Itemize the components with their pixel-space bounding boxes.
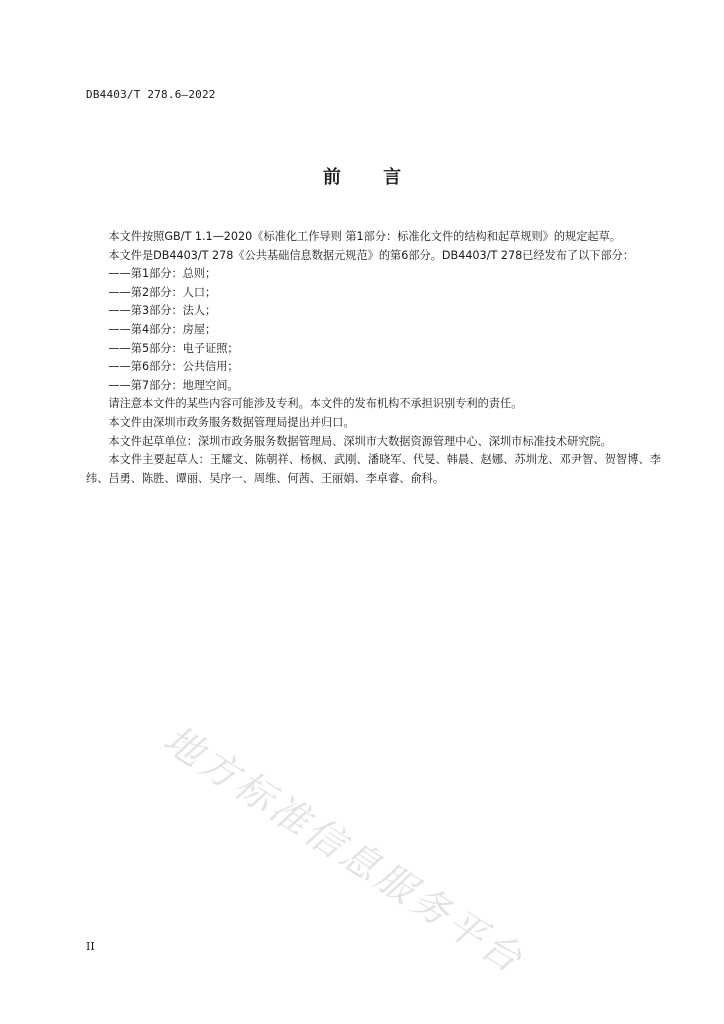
list-item: ——第6部分：公共信用； (108, 360, 239, 374)
list-item: ——第3部分：法人； (108, 304, 217, 318)
list-item: ——第2部分：人口； (108, 285, 217, 299)
paragraph-patent-notice: 请注意本文件的某些内容可能涉及专利。本文件的发布机构不承担识别专利的责任。 (108, 397, 523, 411)
paragraph-drafting-rules: 本文件按照GB/T 1.1—2020《标准化工作导则 第1部分：标准化文件的结构和起草规则》的规定起草。 (108, 230, 621, 243)
list-item: ——第7部分：地理空间。 (108, 378, 239, 392)
page-number: II (86, 940, 95, 953)
parts-list (86, 265, 661, 395)
list-item: ——第5部分：电子证照； (108, 341, 239, 355)
list-item: ——第4部分：房屋； (108, 322, 217, 336)
paragraph-drafters: 本文件主要起草人：王耀文、陈朝祥、杨枫、武刚、潘晓军、代旻、韩晨、赵娜、苏圳龙、邓尹智、贺智博、李纬、吕勇、陈胜、谭丽、吴序一、周维、何茜、王丽娟、李卓睿、俞科。 (86, 453, 661, 485)
foreword-body (86, 228, 661, 488)
watermark: 地方标准信息服务平台 (156, 716, 533, 983)
document-code: DB4403/T 278.6—2022 (86, 88, 216, 101)
paragraph-proposer: 本文件由深圳市政务服务数据管理局提出并归口。 (108, 415, 355, 429)
paragraph-series-info: 本文件是DB4403/T 278《公共基础信息数据元规范》的第6部分。DB4403/T 278已经发布了以下部分： (108, 248, 635, 262)
list-item: ——第1部分：总则； (108, 267, 217, 281)
page-title: 前 言 (322, 167, 402, 188)
paragraph-drafting-units: 本文件起草单位：深圳市政务服务数据管理局、深圳市大数据资源管理中心、深圳市标准技术研究院。 (108, 434, 612, 448)
